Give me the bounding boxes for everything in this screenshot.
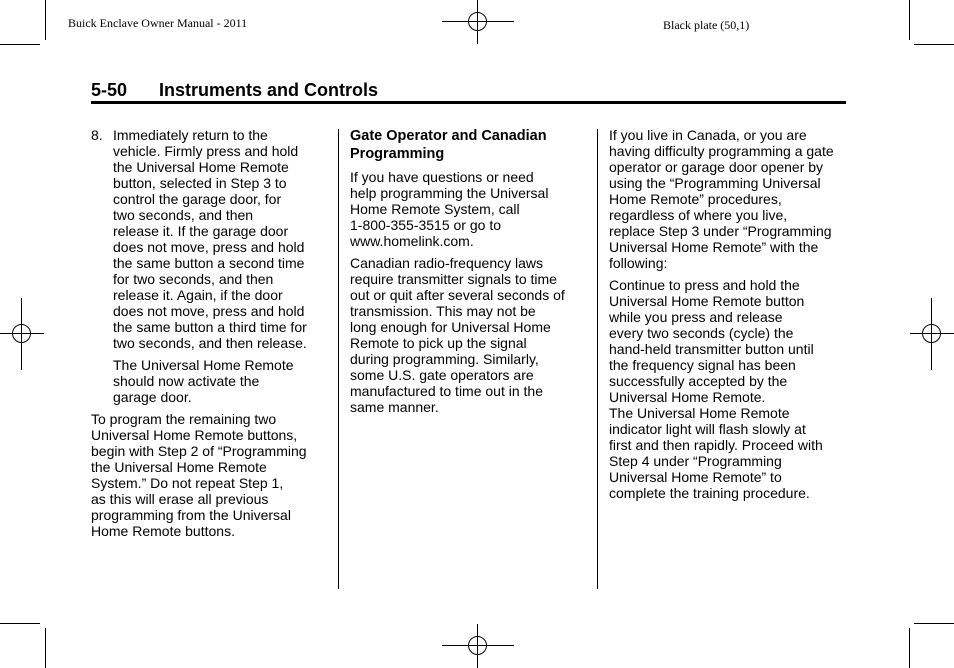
step-8-note [113, 357, 331, 405]
text-line: help programming the Universal [350, 185, 549, 201]
text-line: should now activate the [113, 373, 260, 389]
section-title: Instruments and Controls [159, 80, 379, 100]
text-line: some U.S. gate operators are [350, 367, 534, 383]
text-line: The Universal Home Remote [113, 357, 294, 373]
column-3 [609, 127, 854, 507]
crop-mark-bottom-right-h [914, 623, 954, 624]
text-line: The Universal Home Remote [609, 405, 790, 421]
text-line: To program the remaining two [91, 411, 277, 427]
text-line: Home Remote” procedures, [609, 191, 782, 207]
text-line: www.homelink.com. [350, 233, 474, 249]
text-line: transmission. This may not be [350, 303, 536, 319]
text-line: the frequency signal has been [609, 357, 796, 373]
text-line: the same button a second time [113, 255, 305, 271]
remaining-buttons-paragraph [91, 411, 331, 539]
text-line: two seconds, and then release. [113, 335, 307, 351]
text-line: garage door. [113, 389, 192, 405]
text-line: following: [609, 255, 668, 271]
step-number: 8. [91, 127, 103, 143]
text-line: Universal Home Remote” to [609, 469, 782, 485]
column-divider-2 [597, 129, 598, 589]
text-line: the Universal Home Remote [113, 159, 289, 175]
column-2 [350, 127, 590, 421]
heading-line: Programming [350, 146, 445, 162]
text-line: out or quit after several seconds of [350, 287, 565, 303]
text-line: Canadian radio-frequency laws [350, 255, 543, 271]
text-line: If you have questions or need [350, 169, 534, 185]
heading-line: Gate Operator and Canadian [350, 128, 547, 144]
plate-number: Black plate (50,1) [663, 18, 750, 32]
canada-instructions-paragraph [609, 127, 854, 271]
text-line: Universal Home Remote” with the [609, 239, 819, 255]
text-line: Step 4 under “Programming [609, 453, 782, 469]
page-number: 5-50 [91, 80, 128, 100]
text-line: does not move, press and hold [113, 239, 305, 255]
text-line: Universal Home Remote button [609, 293, 805, 309]
text-line: successfully accepted by the [609, 373, 788, 389]
text-line: two seconds, and then [113, 207, 254, 223]
crop-mark-bottom-right-v [909, 628, 910, 668]
crop-mark-top-left-h [0, 44, 40, 45]
crop-mark-top-right-h [914, 44, 954, 45]
text-line: Home Remote System, call [350, 201, 520, 217]
text-line: Remote to pick up the signal [350, 335, 527, 351]
text-line: operator or garage door opener by [609, 159, 824, 175]
step-8 [91, 127, 331, 405]
text-line: 1-800-355-3515 or go to [350, 217, 501, 233]
text-line: every two seconds (cycle) the [609, 325, 794, 341]
column-divider-1 [338, 129, 339, 589]
text-line: release it. Again, if the door [113, 287, 283, 303]
text-line: button, selected in Step 3 to [113, 175, 287, 191]
registration-mark-left [0, 298, 44, 370]
registration-mark-top [442, 0, 514, 44]
text-line: vehicle. Firmly press and hold [113, 143, 299, 159]
text-line: the Universal Home Remote [91, 459, 267, 475]
canadian-laws-paragraph [350, 255, 590, 415]
text-line: using the “Programming Universal [609, 175, 821, 191]
text-line: indicator light will flash slowly at [609, 421, 806, 437]
text-line: release it. If the garage door [113, 223, 289, 239]
text-line: If you live in Canada, or you are [609, 127, 807, 143]
text-line: during programming. Similarly, [350, 351, 539, 367]
registration-mark-right [910, 298, 954, 370]
text-line: System.” Do not repeat Step 1, [91, 475, 284, 491]
text-line: does not move, press and hold [113, 303, 305, 319]
text-line: Immediately return to the [113, 127, 268, 143]
header-rule [91, 101, 846, 104]
section-heading [350, 127, 590, 163]
contact-paragraph [350, 169, 590, 249]
text-line: Universal Home Remote. [609, 389, 766, 405]
plate-title: Buick Enclave Owner Manual - 2011 [68, 16, 248, 30]
step-8-text [113, 127, 331, 351]
text-line: while you press and release [609, 309, 783, 325]
text-line: control the garage door, for [113, 191, 282, 207]
text-line: require transmitter signals to time [350, 271, 557, 287]
text-line: programming from the Universal [91, 507, 291, 523]
text-line: Home Remote buttons. [91, 523, 235, 539]
text-line: complete the training procedure. [609, 485, 810, 501]
text-line: first and then rapidly. Proceed with [609, 437, 823, 453]
text-line: regardless of where you live, [609, 207, 788, 223]
text-line: Continue to press and hold the [609, 277, 800, 293]
text-line: for two seconds, and then [113, 271, 274, 287]
column-1 [91, 127, 331, 545]
text-line: manufactured to time out in the [350, 383, 543, 399]
crop-mark-top-right-v [909, 0, 910, 40]
text-line: begin with Step 2 of “Programming [91, 443, 307, 459]
text-line: as this will erase all previous [91, 491, 269, 507]
crop-mark-top-left-v [45, 0, 46, 40]
text-line: same manner. [350, 399, 439, 415]
registration-mark-bottom [442, 624, 514, 668]
text-line: replace Step 3 under “Programming [609, 223, 832, 239]
text-line: having difficulty programming a gate [609, 143, 834, 159]
text-line: hand-held transmitter button until [609, 341, 814, 357]
replacement-step-paragraph [609, 277, 854, 501]
crop-mark-bottom-left-h [0, 623, 40, 624]
crop-mark-bottom-left-v [45, 628, 46, 668]
text-line: long enough for Universal Home [350, 319, 551, 335]
text-line: Universal Home Remote buttons, [91, 427, 298, 443]
text-line: the same button a third time for [113, 319, 307, 335]
